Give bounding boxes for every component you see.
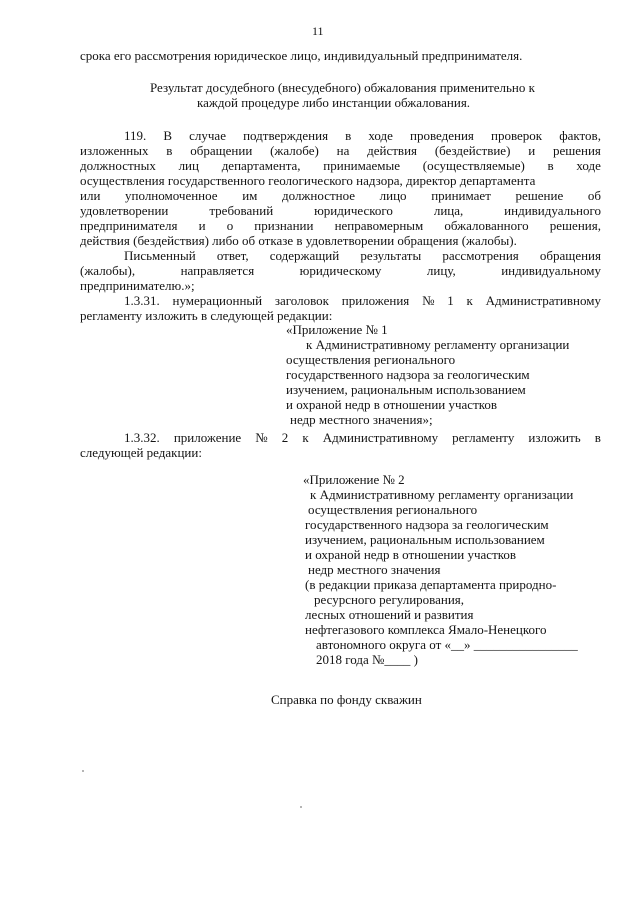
text-line: изложенных в обращении (жалобе) на действия (бездействие) и решения (80, 143, 601, 158)
appendix-line: ресурсного регулирования, (314, 592, 465, 607)
appendix-line: к Административному регламенту организации (310, 487, 574, 502)
appendix-line: осуществления регионального (286, 352, 456, 367)
appendix-line: нефтегазового комплекса Ямало-Ненецкого (305, 622, 547, 637)
appendix-line: и охраной недр в отношении участков (305, 547, 517, 562)
appendix-line: к Административному регламенту организации (306, 337, 570, 352)
appendix-line: государственного надзора за геологическим (305, 517, 549, 532)
heading-line: Результат досудебного (внесудебного) обжалования применительно к (150, 80, 535, 95)
text-line: действия (бездействия) либо об отказе в удовлетворении обращения (жалобы). (80, 233, 517, 248)
appendix-line: недр местного значения (308, 562, 441, 577)
text-line: 119. В случае подтверждения в ходе проведения проверок фактов, (124, 128, 601, 143)
well-fund-title: Справка по фонду скважин (271, 692, 422, 707)
appendix-line: «Приложение № 1 (286, 322, 388, 337)
appendix-line: 2018 года №____ ) (316, 652, 419, 667)
text-line: следующей редакции: (80, 445, 202, 460)
appendix-line: недр местного значения»; (290, 412, 433, 427)
appendix-line: государственного надзора за геологическим (286, 367, 530, 382)
text-line: удовлетворении требований юридического лица, индивидуального (80, 203, 601, 218)
text-line: (жалобы), направляется юридическому лицу, индивидуальному (80, 263, 601, 278)
heading-line: каждой процедуре либо инстанции обжалования. (197, 95, 471, 110)
appendix-line: изучением, рациональным использованием (305, 532, 545, 547)
scan-speck (300, 806, 302, 808)
appendix-line: автономного округа от «__» ________________ (316, 637, 578, 652)
text-line: осуществления государственного геологического надзора, директор департамента (80, 173, 536, 188)
text-line: 1.3.32. приложение № 2 к Административному регламенту изложить в (124, 430, 601, 445)
intro-line: срока его рассмотрения юридическое лицо, индивидуальный предпринимателя. (80, 48, 523, 63)
text-line: или уполномоченное им должностное лицо принимает решение об (80, 188, 601, 203)
appendix-line: (в редакции приказа департамента природно- (305, 577, 557, 592)
text-line: регламенту изложить в следующей редакции: (80, 308, 333, 323)
text-line: должностных лиц департамента, принимаемые (осуществляемые) в ходе (80, 158, 601, 173)
text-line: 1.3.31. нумерационный заголовок приложения № 1 к Административному (124, 293, 601, 308)
appendix-line: и охраной недр в отношении участков (286, 397, 498, 412)
appendix-line: лесных отношений и развития (305, 607, 474, 622)
appendix-line: изучением, рациональным использованием (286, 382, 526, 397)
appendix-line: «Приложение № 2 (303, 472, 405, 487)
page-number: 11 (312, 24, 324, 38)
appendix-line: осуществления регионального (308, 502, 478, 517)
text-line: предпринимателя и о признании неправомерным обжалованного решения, (80, 218, 601, 233)
text-line: Письменный ответ, содержащий результаты рассмотрения обращения (124, 248, 601, 263)
scan-speck (82, 770, 84, 772)
text-line: предпринимателю.»; (80, 278, 195, 293)
